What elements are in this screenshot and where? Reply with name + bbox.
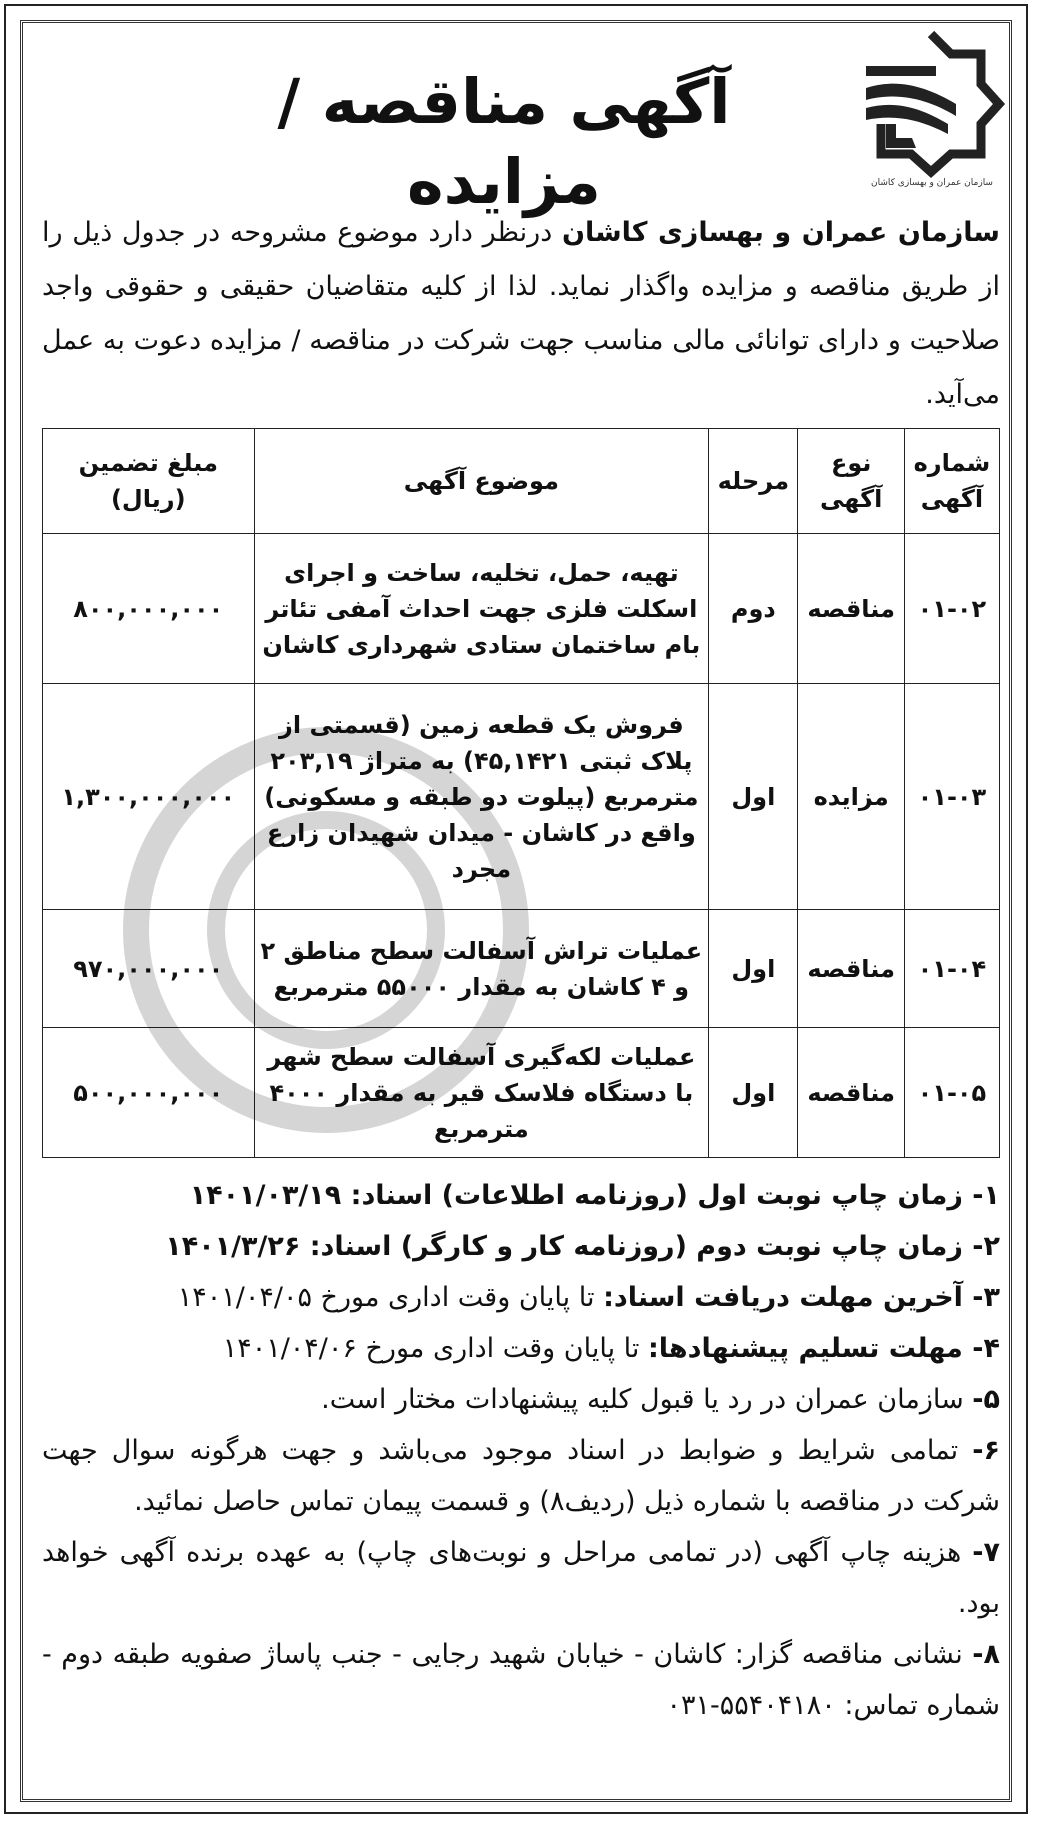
cell-subject: عملیات تراش آسفالت سطح مناطق ۲ و ۴ کاشان به مقدار ۵۵۰۰۰ مترمربع xyxy=(254,910,709,1028)
cell-deposit: ۱,۳۰۰,۰۰۰,۰۰۰ xyxy=(43,684,255,910)
cell-number: ۰۱-۰۵ xyxy=(904,1028,999,1158)
logo-caption: سازمان عمران و بهسازی کاشان xyxy=(871,178,993,188)
note-item xyxy=(42,1221,1000,1272)
header-number: شماره آگهی xyxy=(904,429,999,534)
cell-stage: اول xyxy=(709,684,798,910)
cell-deposit: ۵۰۰,۰۰۰,۰۰۰ xyxy=(43,1028,255,1158)
note-lead: ۳- آخرین مهلت دریافت اسناد: xyxy=(603,1282,1000,1313)
note-text: تمامی شرایط و ضوابط در اسناد موجود می‌باشد و جهت هرگونه سوال جهت شرکت در مناقصه با شماره ذیل (ردیف۸) و قسمت پیمان تماس حاصل نمائید. xyxy=(42,1435,1000,1517)
organization-name: سازمان عمران و بهسازی کاشان xyxy=(561,217,1000,248)
header-type: نوع آگهی xyxy=(798,429,904,534)
cell-type: مزایده xyxy=(798,684,904,910)
notes-list xyxy=(42,1170,1000,1731)
tender-table xyxy=(42,428,1000,1158)
note-lead: ۱- زمان چاپ نوبت اول (روزنامه اطلاعات) اسناد: ۱۴۰۱/۰۳/۱۹ xyxy=(189,1180,1000,1211)
note-item xyxy=(42,1629,1000,1731)
note-text: تا پایان وقت اداری مورخ ۱۴۰۱/۰۴/۰۶ xyxy=(222,1333,648,1364)
cell-deposit: ۹۷۰,۰۰۰,۰۰۰ xyxy=(43,910,255,1028)
table-row xyxy=(43,910,1000,1028)
ad-title: آگهی مناقصه / مزایده xyxy=(277,65,731,218)
note-item xyxy=(42,1323,1000,1374)
header-deposit: مبلغ تضمین (ریال) xyxy=(43,429,255,534)
note-lead: ۶- xyxy=(972,1435,1000,1466)
header-subject: موضوع آگهی xyxy=(254,429,709,534)
note-text: نشانی مناقصه گزار: کاشان - خیابان شهید رجایی - جنب پاساژ صفویه طبقه دوم - شماره تماس: ۵۵۴۰۴۱۸۰-۰۳۱ xyxy=(42,1639,1000,1721)
ad-page xyxy=(26,20,1014,1810)
note-item xyxy=(42,1527,1000,1629)
table-row xyxy=(43,534,1000,684)
table-header-row xyxy=(43,429,1000,534)
cell-stage: اول xyxy=(709,1028,798,1158)
cell-subject: فروش یک قطعه زمین (قسمتی از پلاک ثبتی ۴۵,۱۴۲۱) به متراژ ۲۰۳,۱۹ مترمربع (پیلوت دو طبقه و مسکونی) واقع در کاشان - میدان شهیدان زارع مجرد xyxy=(254,684,709,910)
cell-subject: تهیه، حمل، تخلیه، ساخت و اجرای اسکلت فلزی جهت احداث آمفی تئاتر بام ساختمان ستادی شهرداری کاشان xyxy=(254,534,709,684)
cell-subject: عملیات لکه‌گیری آسفالت سطح شهر با دستگاه فلاسک قیر به مقدار ۴۰۰۰ مترمربع xyxy=(254,1028,709,1158)
table-row xyxy=(43,684,1000,910)
note-item xyxy=(42,1272,1000,1323)
organization-logo-icon xyxy=(856,26,1006,186)
note-lead: ۴- مهلت تسلیم پیشنهادها: xyxy=(648,1333,1000,1364)
cell-type: مناقصه xyxy=(798,910,904,1028)
intro-text: درنظر دارد موضوع مشروحه در جدول ذیل را از طریق مناقصه و مزایده واگذار نماید. لذا از کلیه متقاضیان حقیقی و حقوقی واجد صلاحیت و دارای توانائی مالی مناسب جهت شرکت در مناقصه / مزایده دعوت به عمل می‌آید. xyxy=(42,217,1000,410)
note-item xyxy=(42,1425,1000,1527)
table-row xyxy=(43,1028,1000,1158)
note-lead: ۸- xyxy=(972,1639,1000,1670)
cell-number: ۰۱-۰۴ xyxy=(904,910,999,1028)
note-lead: ۵- xyxy=(972,1384,1000,1415)
note-text: هزینه چاپ آگهی (در تمامی مراحل و نوبت‌های چاپ) به عهده برنده آگهی خواهد بود. xyxy=(42,1537,1000,1619)
note-text: تا پایان وقت اداری مورخ ۱۴۰۱/۰۴/۰۵ xyxy=(177,1282,604,1313)
note-item xyxy=(42,1170,1000,1221)
intro-paragraph xyxy=(42,206,1000,422)
note-lead: ۷- xyxy=(972,1537,1000,1568)
cell-stage: اول xyxy=(709,910,798,1028)
cell-stage: دوم xyxy=(709,534,798,684)
note-item xyxy=(42,1374,1000,1425)
cell-deposit: ۸۰۰,۰۰۰,۰۰۰ xyxy=(43,534,255,684)
header-stage: مرحله xyxy=(709,429,798,534)
note-lead: ۲- زمان چاپ نوبت دوم (روزنامه کار و کارگر) اسناد: ۱۴۰۱/۳/۲۶ xyxy=(165,1231,1000,1262)
cell-number: ۰۱-۰۲ xyxy=(904,534,999,684)
cell-type: مناقصه xyxy=(798,1028,904,1158)
note-text: سازمان عمران در رد یا قبول کلیه پیشنهادات مختار است. xyxy=(321,1384,973,1415)
cell-type: مناقصه xyxy=(798,534,904,684)
cell-number: ۰۱-۰۳ xyxy=(904,684,999,910)
